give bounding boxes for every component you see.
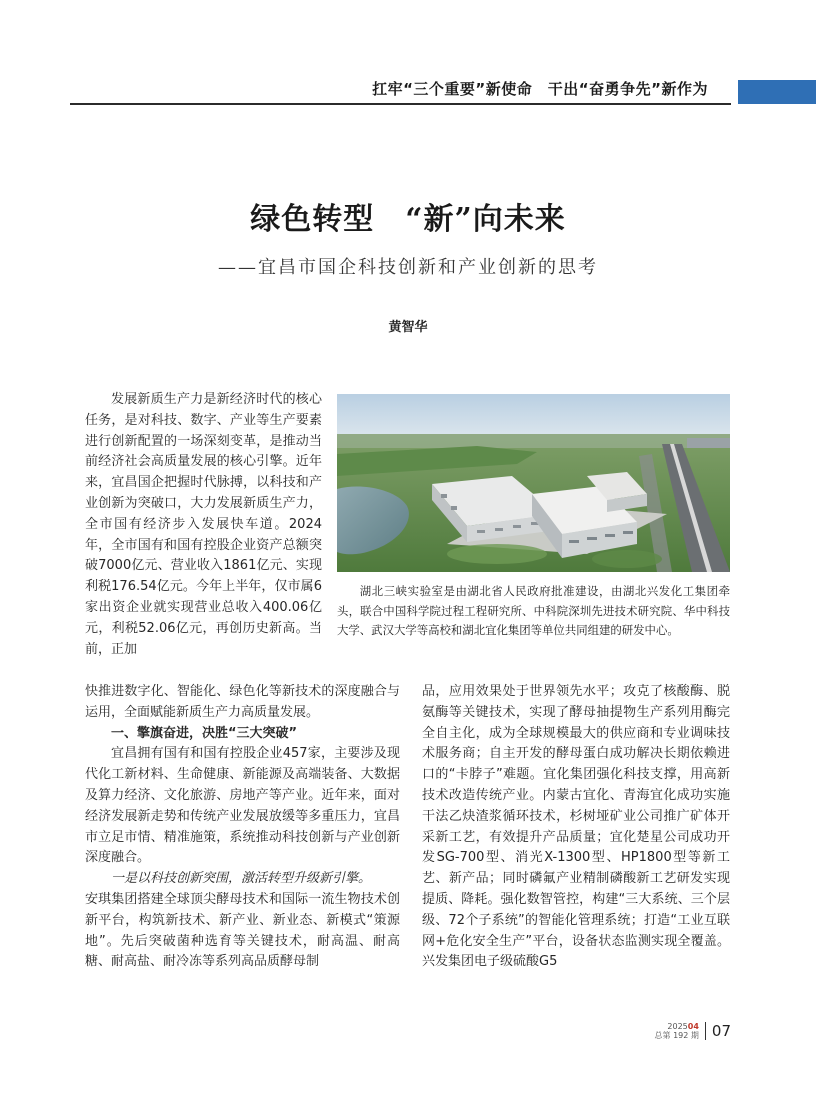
lab-aerial-photo-illustration — [337, 394, 730, 572]
header-color-block — [738, 80, 816, 104]
body-paragraph-angel: 安琪集团搭建全球顶尖酵母技术和国际一流生物技术创新平台，构筑新技术、新产业、新业态、新模式“策源地”。先后突破菌种选育等关键技术，耐高温、耐高糖、耐高盐、耐冷冻等系列高品质酵母制 — [85, 891, 400, 970]
lead-sentence: 一是以科技创新突围，激活转型升级新引擎。 — [111, 871, 372, 887]
body-paragraph-continued: 品，应用效果处于世界领先水平；攻克了核酸酶、脱氨酶等关键技术，实现了酵母抽提物生产系列用酶完全自主化，成为全球规模最大的供应商和专业调味技术服务商；自主开发的酵母蛋白成功解决长期依赖进口的“卡脖子”难题。宜化集团强化科技支撑，用高新技术改造传统产业。内蒙古宜化、青海宜化成功实施干法乙炔渣浆循环技术，杉树垭矿业公司推广矿体开采新工艺，有效提升产品质量；宜化楚星公司成功开发SG-700型、消光X-1300型、HP1800型等新工艺、新产品；同时磷氟产业精制磷酸新工艺研发实现提质、降耗。强化数智管控，构建“三大系统、三个层级、72个子系统”的智能化管理系统；打造“工业互联网+危化安全生产”平台，设备状态监测实现全覆盖。兴发集团电子级硫酸G5 — [422, 684, 730, 970]
intro-column — [85, 390, 322, 660]
left-column — [85, 682, 400, 973]
body-paragraph: 宜昌拥有国有和国有控股企业457家，主要涉及现代化工新材料、生命健康、新能源及高端装备、大数据及算力经济、文化旅游、房地产等产业。近年来，面对经济发展新走势和传统产业发展放缓等多重压力，宜昌市立足市情、精准施策，系统推动科技创新与产业创新深度融合。 — [85, 746, 400, 866]
intro-paragraph: 发展新质生产力是新经济时代的核心任务，是对科技、数字、产业等生产要素进行创新配置的一场深刻变革，是推动当前经济社会高质量发展的核心引擎。近年来，宜昌国企把握时代脉搏，以科技和产业创新为突破口，大力发展新质生产力，全市国有经济步入发展快车道。2024年，全市国有和国有控股企业资产总额突破7000亿元、营业收入1861亿元、实现利税176.54亿元。今年上半年，仅市属6家出资企业就实现营业总收入400.06亿元，利税52.06亿元，再创历史新高。当前，正加 — [85, 392, 322, 657]
right-column — [422, 682, 730, 973]
article-author: 黄智华 — [388, 320, 428, 335]
issue-year: 2025 — [667, 1022, 688, 1031]
issue-total: 总第 192 期 — [654, 1031, 699, 1040]
page-footer — [655, 1022, 731, 1040]
header-rule — [70, 103, 731, 105]
issue-label — [655, 1022, 699, 1040]
intro-continued-paragraph: 快推进数字化、智能化、绿色化等新技术的深度融合与运用，全面赋能新质生产力高质量发展。 — [85, 684, 400, 720]
footer-divider — [705, 1022, 706, 1040]
photo-caption-text: 湖北三峡实验室是由湖北省人民政府批准建设，由湖北兴发化工集团牵头，联合中国科学院过程工程研究所、中科院深圳先进技术研究院、华中科技大学、武汉大学等高校和湖北宜化集团等单位共同组建的研发中心。 — [337, 584, 730, 637]
section-heading: 一、擎旗奋进，决胜“三大突破” — [111, 725, 298, 741]
page-number: 07 — [711, 1022, 731, 1040]
issue-number: 04 — [687, 1022, 699, 1031]
lab-aerial-photo — [337, 394, 730, 572]
article-title: 绿色转型 “新”向未来 — [250, 202, 566, 237]
photo-caption — [337, 582, 730, 641]
running-header-title: 扛牢“三个重要”新使命 干出“奋勇争先”新作为 — [372, 80, 708, 98]
article-subtitle: ——宜昌市国企科技创新和产业创新的思考 — [218, 257, 598, 278]
